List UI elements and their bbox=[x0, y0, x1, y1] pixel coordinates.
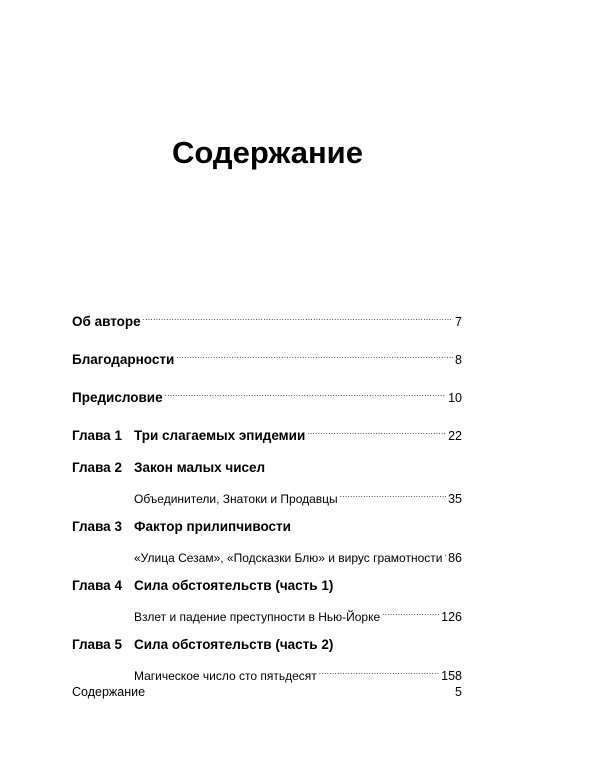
chapter-title: Сила обстоятельств (часть 2) bbox=[134, 637, 334, 652]
chapter-subtitle: Объединители, Знатоки и Продавцы bbox=[134, 492, 338, 506]
dot-leader bbox=[340, 483, 446, 503]
chapter-title: Фактор прилипчивости bbox=[134, 519, 291, 534]
dot-leader bbox=[143, 306, 453, 326]
chapter-title: Закон малых чисел bbox=[134, 460, 266, 475]
dot-leader bbox=[319, 660, 439, 680]
dot-leader bbox=[307, 420, 446, 440]
toc-entry-title: Благодарности bbox=[72, 352, 175, 367]
chapter-title: Сила обстоятельств (часть 1) bbox=[134, 578, 334, 593]
chapter-page: 22 bbox=[448, 429, 462, 443]
toc-entry-acknowledgements[interactable] bbox=[72, 344, 462, 367]
toc-chapter-2[interactable] bbox=[72, 458, 462, 506]
chapter-subtitle: Магическое число сто пятьдесят bbox=[134, 669, 317, 683]
chapter-label: Глава 1 bbox=[72, 428, 122, 443]
table-of-contents bbox=[72, 306, 462, 694]
chapter-label: Глава 5 bbox=[72, 637, 122, 652]
dot-leader bbox=[444, 542, 446, 562]
toc-entry-title: Предисловие bbox=[72, 390, 163, 405]
toc-chapter-5[interactable] bbox=[72, 635, 462, 683]
dot-leader bbox=[165, 382, 447, 402]
chapter-page: 126 bbox=[441, 610, 462, 624]
dot-leader bbox=[382, 601, 439, 621]
toc-entry-page: 7 bbox=[455, 315, 462, 329]
toc-entry-page: 8 bbox=[455, 353, 462, 367]
toc-entry-preface[interactable] bbox=[72, 382, 462, 405]
chapter-title: Три слагаемых эпидемии bbox=[134, 428, 306, 443]
running-title: Содержание bbox=[72, 685, 146, 699]
toc-entry-title: Об авторе bbox=[72, 314, 141, 329]
page-title: Содержание bbox=[172, 135, 363, 170]
chapter-label: Глава 2 bbox=[72, 460, 122, 475]
page-footer bbox=[72, 682, 462, 702]
chapter-label: Глава 4 bbox=[72, 578, 122, 593]
dot-leader bbox=[176, 344, 453, 364]
chapter-page: 158 bbox=[441, 669, 462, 683]
toc-chapter-3[interactable] bbox=[72, 517, 462, 565]
chapter-page: 35 bbox=[448, 492, 462, 506]
toc-chapter-4[interactable] bbox=[72, 576, 462, 624]
chapter-subtitle: Взлет и падение преступности в Нью-Йорке bbox=[134, 610, 381, 624]
toc-entry-page: 10 bbox=[448, 391, 462, 405]
chapter-label: Глава 3 bbox=[72, 519, 122, 534]
chapter-subtitle: «Улица Сезам», «Подсказки Блю» и вирус грамотности bbox=[134, 551, 443, 565]
chapter-page: 86 bbox=[448, 551, 462, 565]
page-number: 5 bbox=[455, 685, 462, 699]
toc-chapter-1[interactable] bbox=[72, 420, 462, 443]
toc-entry-about-author[interactable] bbox=[72, 306, 462, 329]
